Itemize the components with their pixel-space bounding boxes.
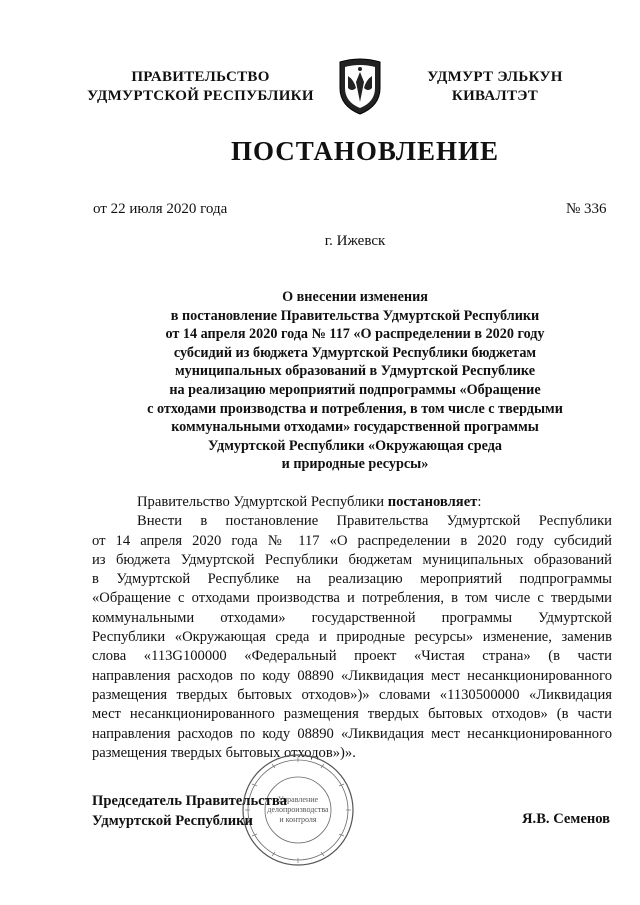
header-right-line-2: КИВАЛТЭТ <box>451 88 539 104</box>
subject-line: коммунальными отходами» государственной программы <box>171 419 539 436</box>
document-date: от 22 июля 2020 года <box>93 201 228 217</box>
udmurt-coat-of-arms-icon <box>336 58 384 116</box>
stamp-line: Управление <box>277 795 319 804</box>
subject-line: Удмуртской Республики «Окружающая среда <box>207 437 503 454</box>
document-number: № 336 <box>566 201 607 217</box>
body-intro <box>92 493 612 512</box>
body-line: в Удмуртской Республике на реализацию мероприятий подпрограммы <box>92 571 612 588</box>
body-line: «Обращение с отходами производства и потребления, в том числе с твердыми <box>92 590 612 607</box>
header-right-block <box>420 68 570 106</box>
intro-prefix: Правительство Удмуртской Республики <box>137 494 388 510</box>
subject-line: О внесении изменения <box>282 289 428 305</box>
subject-line: с отходами производства и потребления, в том числе с твердыми <box>147 400 563 417</box>
body-line: из бюджета Удмуртской Республики бюджетам муниципальных образований <box>92 551 612 568</box>
body-line: коммунальными отходами» государственной программы Удмуртской <box>92 609 612 626</box>
document-subject <box>120 288 590 474</box>
signature-position-line: Председатель Правительства <box>92 793 288 809</box>
subject-line: в постановление Правительства Удмуртской Республики <box>170 307 540 324</box>
signature-position-line: Удмуртской Республики <box>92 812 253 829</box>
body-line: Внести в постановление Правительства Удмуртской Республики <box>137 513 612 530</box>
header-left-block <box>78 68 323 106</box>
subject-line: и природные ресурсы» <box>281 456 429 473</box>
body-line: слова «113G100000 «Федеральный проект «Чистая страна» (в части <box>92 648 612 665</box>
subject-line: от 14 апреля 2020 года № 117 «О распределении в 2020 году <box>165 326 545 343</box>
stamp-line: и контроля <box>279 815 317 824</box>
header-left-line-2: УДМУРТСКОЙ РЕСПУБЛИКИ <box>87 88 314 104</box>
document-city: г. Ижевск <box>324 233 386 249</box>
document-title: ПОСТАНОВЛЕНИЕ <box>230 136 500 166</box>
body-line: Республики «Окружающая среда и природные ресурсы» изменение, заменив <box>92 629 612 646</box>
signature-position <box>92 792 287 831</box>
body-line: направления расходов по коду 08890 «Ликвидация мест несанкционированного <box>92 725 612 742</box>
body-line: размещения твердых бытовых отходов»)». <box>92 744 356 761</box>
intro-suffix: : <box>477 494 482 510</box>
intro-decree-word: постановляет <box>387 494 478 510</box>
body-line: мест несанкционированного размещения твердых бытовых отходов» (в части <box>92 706 612 723</box>
header-right-line-1: УДМУРТ ЭЛЬКУН <box>427 69 563 85</box>
signature-name: Я.В. Семенов <box>522 811 611 827</box>
body-line: размещения твердых бытовых отходов»)» словами «1130500000 «Ликвидация <box>92 686 612 703</box>
header-left-line-1: ПРАВИТЕЛЬСТВО <box>131 69 270 85</box>
document-body <box>92 493 612 763</box>
body-line: от 14 апреля 2020 года № 117 «О распределении в 2020 году субсидий <box>92 532 612 549</box>
subject-line: муниципальных образований в Удмуртской Республике <box>174 363 535 380</box>
stamp-line: делопроизводства <box>267 805 329 814</box>
body-line: направления расходов по коду 08890 «Ликвидация мест несанкционированного <box>92 667 612 684</box>
subject-line: субсидий из бюджета Удмуртской Республики бюджетам <box>173 344 537 361</box>
subject-line: на реализацию мероприятий подпрограммы «Обращение <box>169 381 541 398</box>
